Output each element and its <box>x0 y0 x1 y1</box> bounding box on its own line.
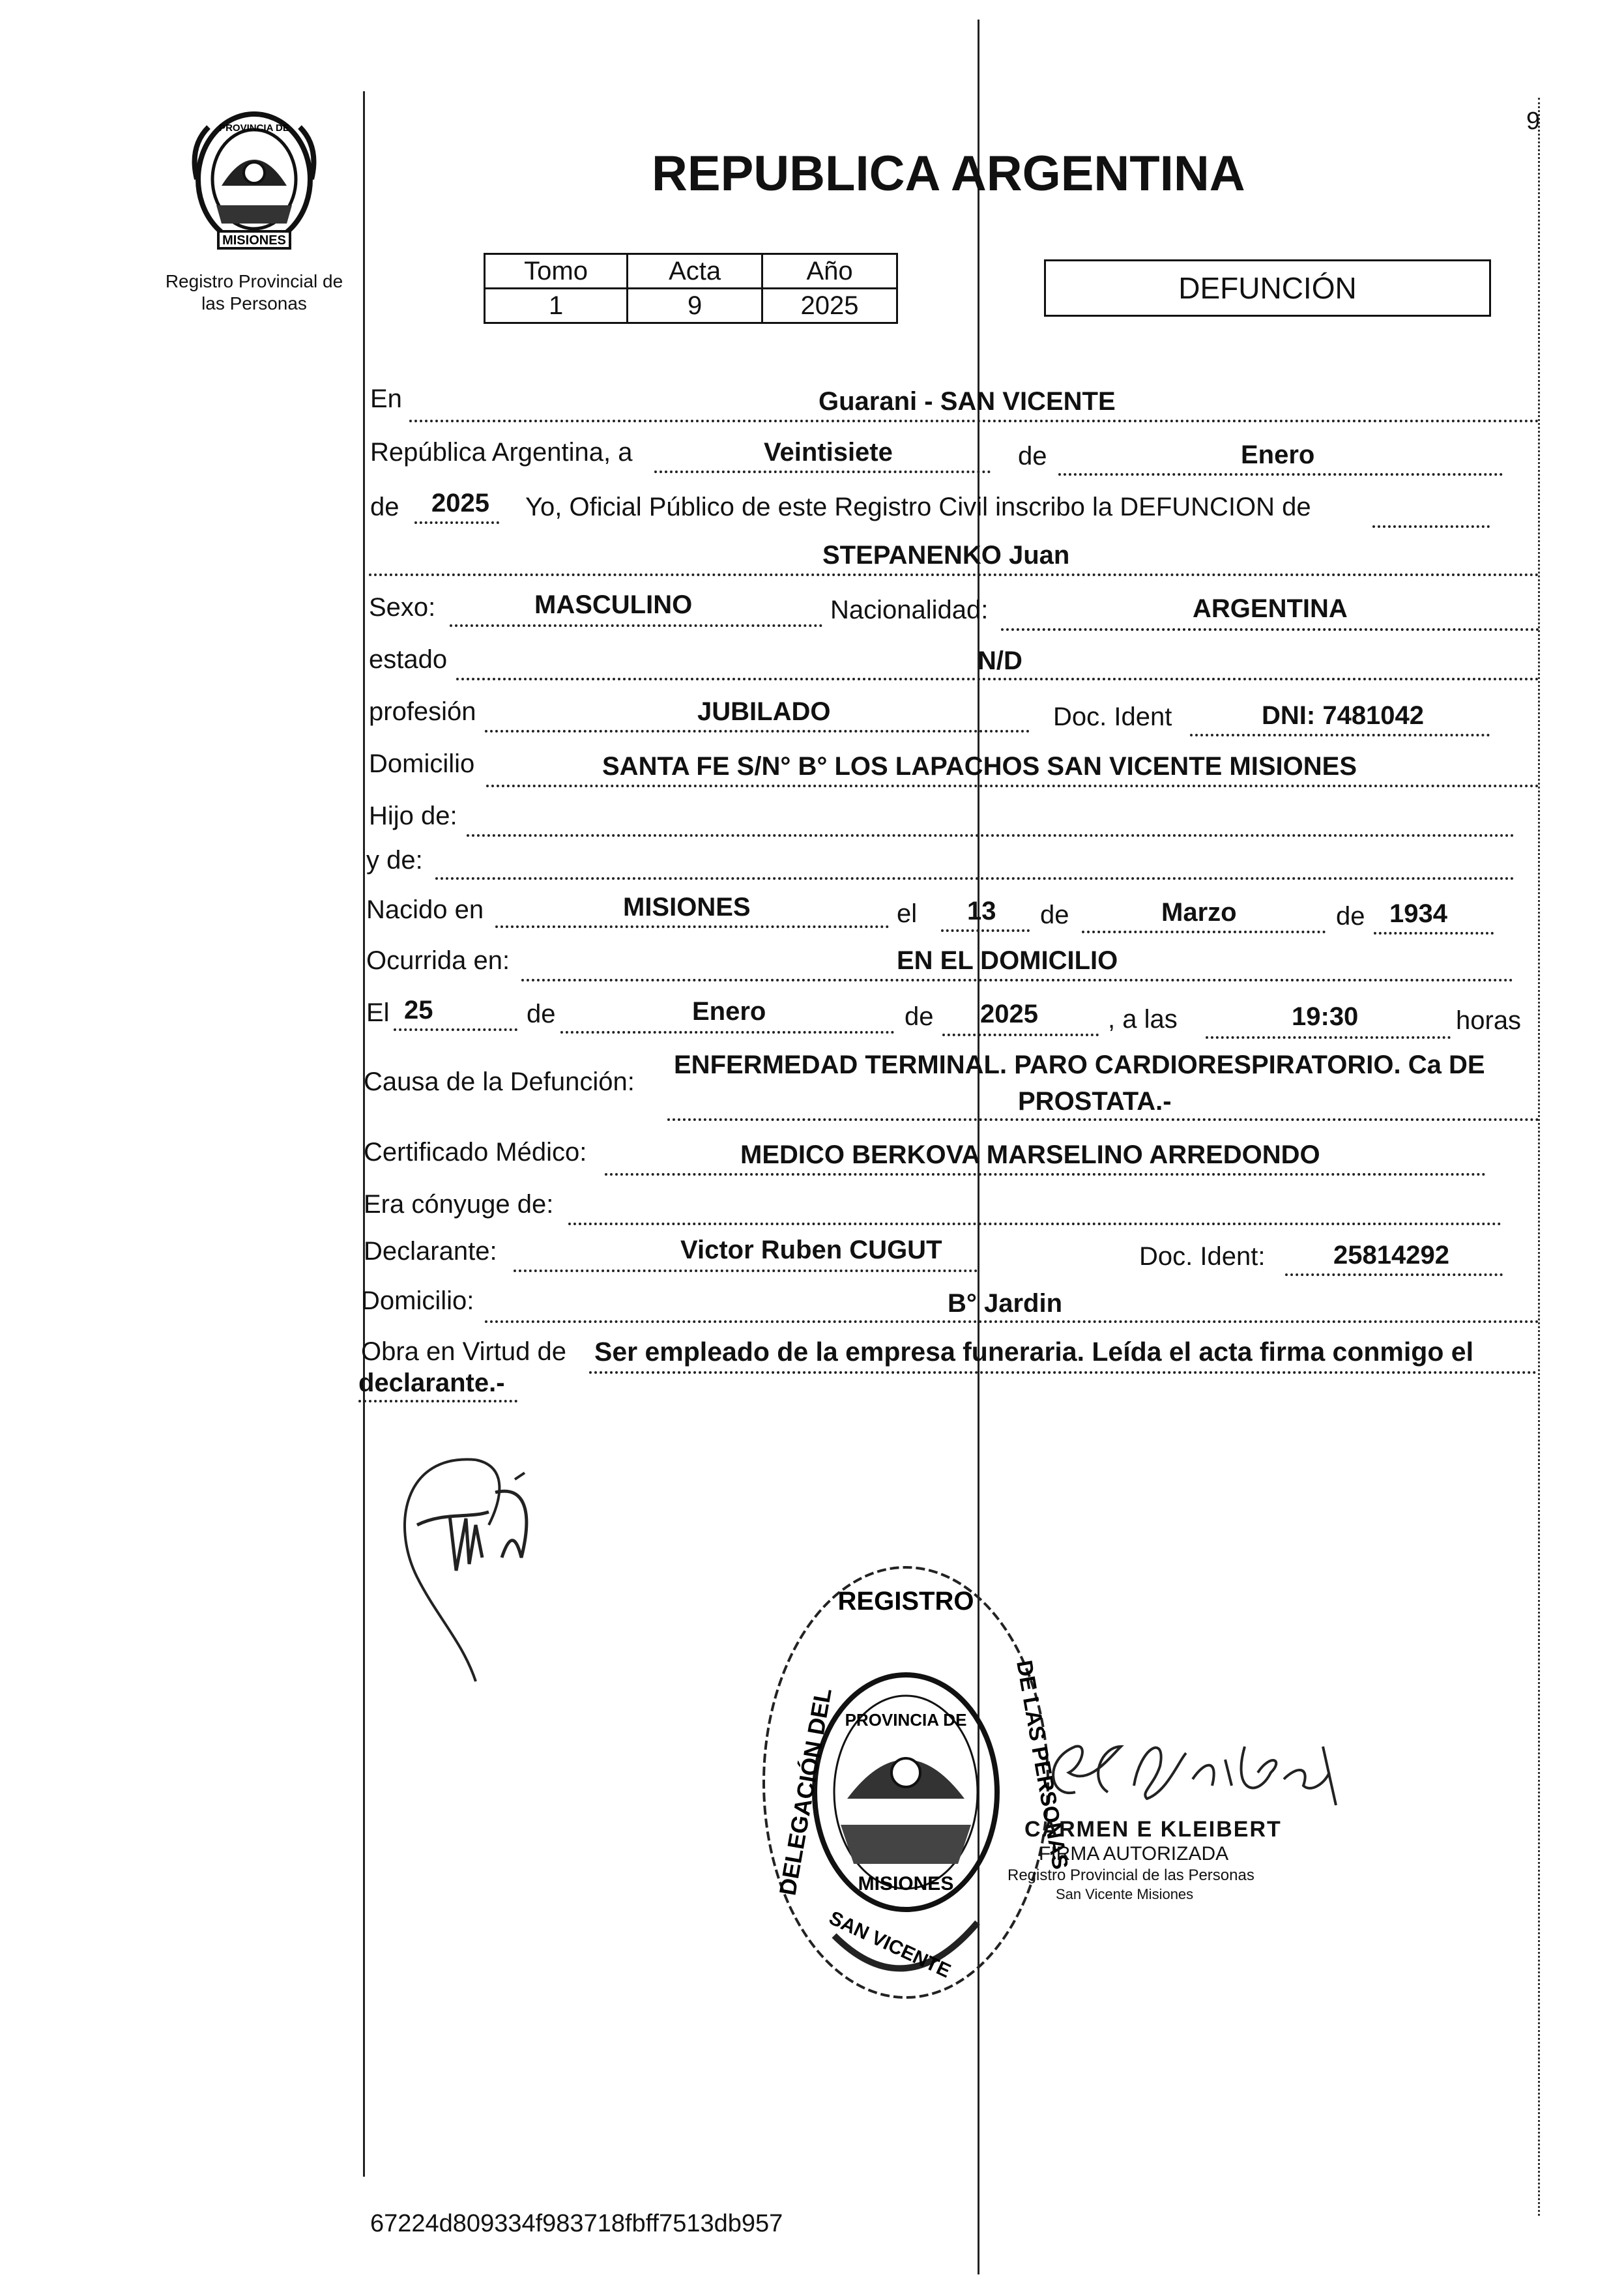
hora-value: 19:30 <box>1292 1002 1359 1031</box>
nacionalidad-value: ARGENTINA <box>1193 594 1348 623</box>
decl-doc-line <box>1285 1273 1503 1276</box>
obra-value-line2: declarante.- <box>358 1369 505 1397</box>
left-margin-line <box>363 91 365 2177</box>
org-name-line1: Registro Provincial de <box>165 271 343 291</box>
en-label: En <box>370 385 402 413</box>
decl-doc-value: 25814292 <box>1333 1241 1449 1270</box>
nac-mes-line <box>1082 931 1326 933</box>
doc-value: DNI: 7481042 <box>1262 701 1425 730</box>
en-value: Guarani - SAN VICENTE <box>819 387 1116 416</box>
register-table <box>484 253 898 324</box>
record-type-box <box>1044 259 1491 317</box>
sexo-value: MASCULINO <box>534 590 693 619</box>
de-label: de <box>1018 442 1047 471</box>
ocurrida-line <box>521 979 1513 981</box>
en-line <box>409 420 1539 422</box>
certificado-value: MEDICO BERKOVA MARSELINO ARREDONDO <box>740 1140 1320 1169</box>
mes-line <box>1058 473 1503 476</box>
profesion-value: JUBILADO <box>697 697 831 726</box>
org-name-line2: las Personas <box>201 293 307 313</box>
profesion-label: profesión <box>369 697 476 726</box>
causa-line1: ENFERMEDAD TERMINAL. PARO CARDIORESPIRATORIO. Ca DE <box>674 1051 1485 1079</box>
nacido-line <box>495 925 889 928</box>
declaration-tail-line <box>1372 525 1490 528</box>
hijo-label: Hijo de: <box>369 802 457 830</box>
conyuge-label: Era cónyuge de: <box>364 1190 554 1219</box>
def-anio-line <box>942 1034 1099 1036</box>
signatory-role: FIRMA AUTORIZADA <box>1039 1843 1229 1865</box>
nacido-value: MISIONES <box>623 893 751 922</box>
decl-domicilio-line <box>485 1320 1539 1323</box>
page-title: REPUBLICA ARGENTINA <box>652 146 1245 201</box>
obra-label: Obra en Virtud de <box>361 1337 567 1366</box>
signatory-place: San Vicente Misiones <box>1056 1886 1194 1902</box>
record-type: DEFUNCIÓN <box>1178 271 1357 305</box>
stamp-outer-left: DELEGACIÓN DEL <box>774 1686 837 1898</box>
province-emblem <box>182 108 326 257</box>
stamp-outer-right: DE LAS PERSONAS <box>1011 1658 1073 1872</box>
def-mes: Enero <box>692 997 766 1026</box>
page-number: 9 <box>1526 108 1541 135</box>
decl-doc-label: Doc. Ident: <box>1139 1242 1266 1271</box>
domicilio-label: Domicilio <box>369 749 475 778</box>
declarant-signature <box>378 1447 573 1694</box>
nac-de1: de <box>1040 901 1069 929</box>
nac-dia: 13 <box>967 897 996 925</box>
causa-line <box>667 1118 1539 1121</box>
def-anio: 2025 <box>980 1000 1038 1028</box>
dia-letras: Veintisiete <box>764 438 893 467</box>
nac-de2: de <box>1336 902 1365 931</box>
sexo-line <box>450 624 822 627</box>
nac-anio-line <box>1374 932 1494 935</box>
el2-label: El <box>366 998 390 1027</box>
anio-line <box>414 521 499 524</box>
yde-line <box>435 877 1515 880</box>
domicilio-value: SANTA FE S/N° B° LOS LAPACHOS SAN VICENTE MISIONES <box>602 752 1357 781</box>
mes-value: Enero <box>1241 441 1315 469</box>
name-line <box>369 573 1539 576</box>
causa-line2: PROSTATA.- <box>1018 1087 1172 1116</box>
nac-dia-line <box>941 929 1030 932</box>
stamp-outer-bottom: SAN VICENTE <box>826 1907 954 1982</box>
hijo-line <box>467 834 1515 837</box>
anio-value: 2025 <box>762 289 897 323</box>
certificado-label: Certificado Médico: <box>364 1138 587 1167</box>
nacionalidad-label: Nacionalidad: <box>830 596 989 624</box>
ocurrida-label: Ocurrida en: <box>366 946 510 975</box>
yde-label: y de: <box>366 846 423 875</box>
doc-line <box>1190 734 1490 736</box>
def-de2: de <box>905 1002 934 1031</box>
estado-line <box>456 678 1539 680</box>
tomo-header: Tomo <box>485 254 628 289</box>
sexo-label: Sexo: <box>369 593 436 622</box>
stamp-outer-top: REGISTRO <box>837 1587 974 1616</box>
de-label-2: de <box>370 493 399 521</box>
decl-domicilio-value: B° Jardin <box>948 1289 1063 1318</box>
obra-line1 <box>589 1371 1537 1374</box>
stamp-inner-top: PROVINCIA DE <box>845 1710 967 1730</box>
nacionalidad-line <box>1001 628 1539 631</box>
signatory-org: Registro Provincial de las Personas <box>1008 1866 1254 1884</box>
emblem-top-text: PROVINCIA DE <box>219 123 289 134</box>
declaration-text: Yo, Oficial Público de este Registro Civil inscribo la DEFUNCION de <box>525 493 1311 521</box>
emblem-bottom-text: MISIONES <box>222 233 286 248</box>
estado-label: estado <box>369 645 448 674</box>
causa-label: Causa de la Defunción: <box>364 1067 635 1096</box>
declarante-label: Declarante: <box>364 1237 497 1266</box>
deceased-name: STEPANENKO Juan <box>822 541 1070 570</box>
el-label: el <box>897 899 918 928</box>
signatory-name: CARMEN E KLEIBERT <box>1024 1817 1282 1842</box>
official-stamp <box>756 1558 1073 2007</box>
doc-label: Doc. Ident <box>1053 703 1172 731</box>
anio-value-line: 2025 <box>431 489 489 517</box>
document-hash: 67224d809334f983718fbff7513db957 <box>370 2210 783 2237</box>
obra-value-line1: Ser empleado de la empresa funeraria. Leída el acta firma conmigo el <box>594 1337 1473 1367</box>
nacido-label: Nacido en <box>366 895 484 924</box>
conyuge-line <box>568 1223 1501 1225</box>
def-dia: 25 <box>404 996 433 1024</box>
right-margin-line <box>1538 98 1540 2216</box>
profesion-line <box>485 730 1030 733</box>
anio-header: Año <box>762 254 897 289</box>
alas-label: , a las <box>1108 1005 1178 1034</box>
certificado-line <box>605 1173 1486 1176</box>
def-dia-line <box>394 1028 517 1031</box>
dia-line <box>654 471 991 473</box>
decl-domicilio-label: Domicilio: <box>361 1286 474 1315</box>
ocurrida-value: EN EL DOMICILIO <box>897 946 1118 975</box>
republica-label: República Argentina, a <box>370 438 633 467</box>
nac-mes: Marzo <box>1161 898 1237 927</box>
def-mes-line <box>560 1031 894 1034</box>
acta-value: 9 <box>628 289 762 323</box>
declarante-line <box>514 1270 978 1272</box>
nac-anio: 1934 <box>1389 899 1447 928</box>
declarante-value: Victor Ruben CUGUT <box>680 1236 942 1264</box>
obra-line2 <box>358 1400 517 1402</box>
def-de1: de <box>527 1000 556 1028</box>
tomo-value: 1 <box>485 289 628 323</box>
hora-line <box>1206 1036 1451 1039</box>
acta-header: Acta <box>628 254 762 289</box>
stamp-inner-bottom: MISIONES <box>858 1873 954 1894</box>
estado-value: N/D <box>978 646 1022 675</box>
horas-label: horas <box>1456 1006 1522 1035</box>
domicilio-line <box>486 785 1539 787</box>
